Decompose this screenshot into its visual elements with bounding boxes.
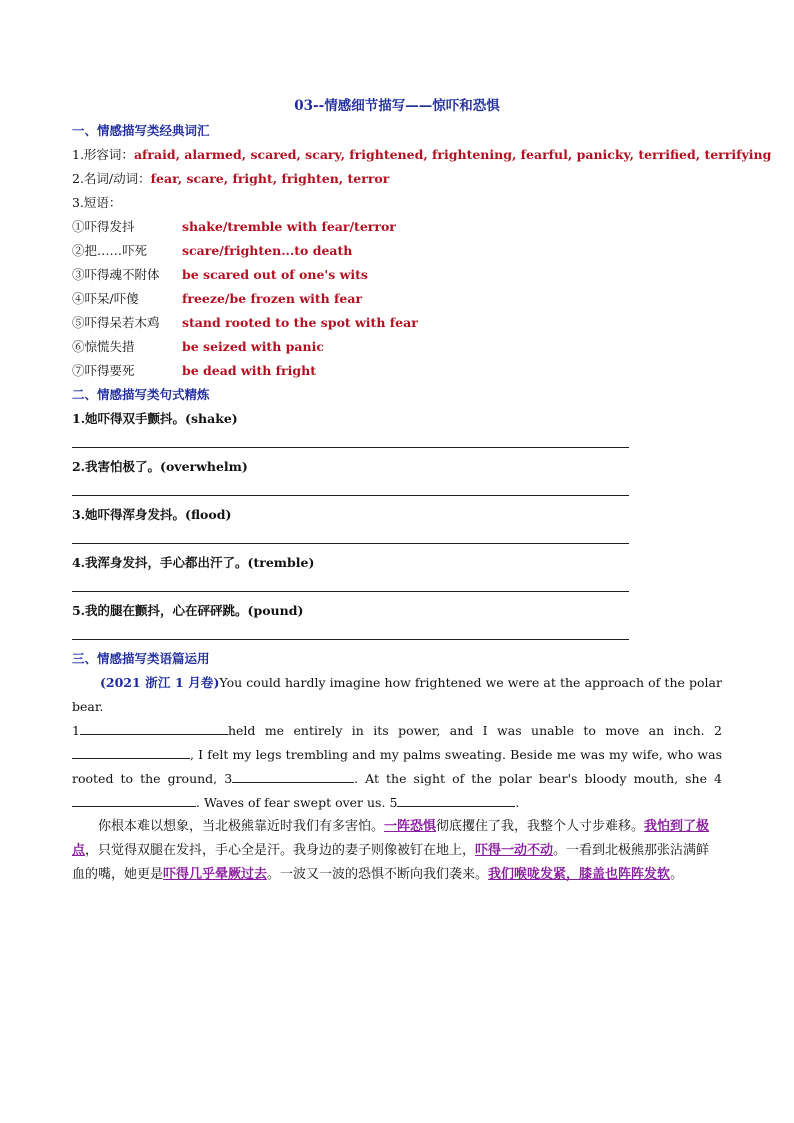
phrase-row <box>72 359 722 383</box>
blank-number: 4 <box>714 771 722 786</box>
phrase-label: 3.短语： <box>72 195 122 210</box>
answer-line[interactable] <box>72 431 722 455</box>
chinese-text: 你根本难以想象，当北极熊靠近时我们有多害怕。 <box>98 819 385 834</box>
highlight-phrase: 一阵恐惧 <box>384 819 437 834</box>
passage-text: , I felt my legs trembling and my palms sweating. Beside me was my wife, who was rooted to the ground, <box>72 747 722 786</box>
exercise-prompt: 2.我害怕极了。(overwhelm) <box>72 459 248 474</box>
phrase-row <box>72 287 722 311</box>
adjective-label: 1.形容词： <box>72 147 134 162</box>
answer-line[interactable] <box>72 527 722 551</box>
phrase-chinese: ⑤吓得呆若木鸡 <box>72 315 160 330</box>
chinese-text: ，只觉得双腿在发抖，手心全是汗。我身边的妻子则像被钉在地上， <box>85 843 476 858</box>
phrase-row <box>72 263 722 287</box>
phrase-chinese: ②把……吓死 <box>72 243 148 258</box>
phrase-chinese: ③吓得魂不附体 <box>72 267 160 282</box>
phrase-english: be scared out of one's wits <box>182 267 368 282</box>
blank-number: 3 <box>224 771 233 786</box>
adjective-line <box>72 143 772 167</box>
answer-line[interactable] <box>72 623 722 647</box>
exercise-prompt: 3.她吓得浑身发抖。(flood) <box>72 507 232 522</box>
phrase-chinese: ①吓得发抖 <box>72 219 135 234</box>
section-heading-vocabulary: 一、情感描写类经典词汇 <box>72 123 210 138</box>
blank-1[interactable] <box>80 720 228 735</box>
blank-4[interactable] <box>72 792 196 807</box>
phrase-english: stand rooted to the spot with fear <box>182 315 418 330</box>
phrase-chinese: ④吓呆/吓傻 <box>72 291 139 306</box>
exercise-prompt: 4.我浑身发抖，手心都出汗了。(tremble) <box>72 555 315 570</box>
chinese-text: 。一波又一波的恐惧不断向我们袭来。 <box>267 867 489 882</box>
phrase-chinese: ⑦吓得要死 <box>72 363 135 378</box>
exercise-prompt: 1.她吓得双手颤抖。(shake) <box>72 411 238 426</box>
answer-line[interactable] <box>72 575 722 599</box>
highlight-phrase: 吓得几乎晕厥过去 <box>163 867 268 882</box>
phrase-row <box>72 335 722 359</box>
passage-source: (2021 浙江 1 月卷) <box>100 675 220 690</box>
passage-text: . <box>515 795 520 810</box>
blank-3[interactable] <box>232 768 354 783</box>
blank-5[interactable] <box>397 792 515 807</box>
chinese-passage <box>72 815 722 887</box>
phrase-row <box>72 311 722 335</box>
section-heading-sentences: 二、情感描写类句式精炼 <box>72 387 210 402</box>
phrase-row <box>72 215 722 239</box>
document-page <box>72 93 772 900</box>
english-passage <box>72 671 722 815</box>
phrase-chinese: ⑥惊慌失措 <box>72 339 135 354</box>
noun-verb-words: fear, scare, fright, frighten, terror <box>150 171 390 186</box>
exercise-prompt: 5.我的腿在颤抖，心在砰砰跳。(pound) <box>72 603 304 618</box>
blank-number: 2 <box>714 723 722 738</box>
phrase-row <box>72 239 722 263</box>
chinese-text: 彻底攫住了我，我整个人寸步难移。 <box>436 819 645 834</box>
highlight-phrase: 我怕到了极点 <box>72 819 710 858</box>
phrase-english: be seized with panic <box>182 339 324 354</box>
passage-text: . At the sight of the polar bear's bloody mouth, she <box>354 771 707 786</box>
passage-intro: You could hardly imagine how frightened we were at the approach of the polar bear. <box>72 675 722 714</box>
passage-text: . Waves of fear swept over us. <box>196 795 386 810</box>
answer-line[interactable] <box>72 479 722 503</box>
highlight-phrase: 吓得一动不动 <box>475 843 554 858</box>
phrase-english: scare/frighten...to death <box>182 243 353 258</box>
blank-2[interactable] <box>72 744 190 759</box>
section-heading-discourse: 三、情感描写类语篇运用 <box>72 651 210 666</box>
passage-text: held me entirely in its power, and I was unable to move an inch. <box>227 723 705 738</box>
phrase-english: freeze/be frozen with fear <box>182 291 363 306</box>
blank-number: 1 <box>72 723 80 738</box>
phrase-english: shake/tremble with fear/terror <box>182 219 396 234</box>
blank-number: 5 <box>389 795 398 810</box>
phrase-english: be dead with fright <box>182 363 316 378</box>
page-title: 03--情感细节描写——惊吓和恐惧 <box>294 98 500 114</box>
noun-verb-line <box>72 167 722 191</box>
chinese-text: 。 <box>670 867 684 882</box>
adjective-words: afraid, alarmed, scared, scary, frightened, frightening, fearful, panicky, terrified, terrifying <box>133 147 772 162</box>
chinese-text: 。一看到北极熊那张沾满鲜血的嘴，她更是 <box>72 843 710 882</box>
noun-verb-label: 2.名词/动词： <box>72 171 151 186</box>
highlight-phrase: 我们喉咙发紧，膝盖也阵阵发软 <box>488 867 671 882</box>
